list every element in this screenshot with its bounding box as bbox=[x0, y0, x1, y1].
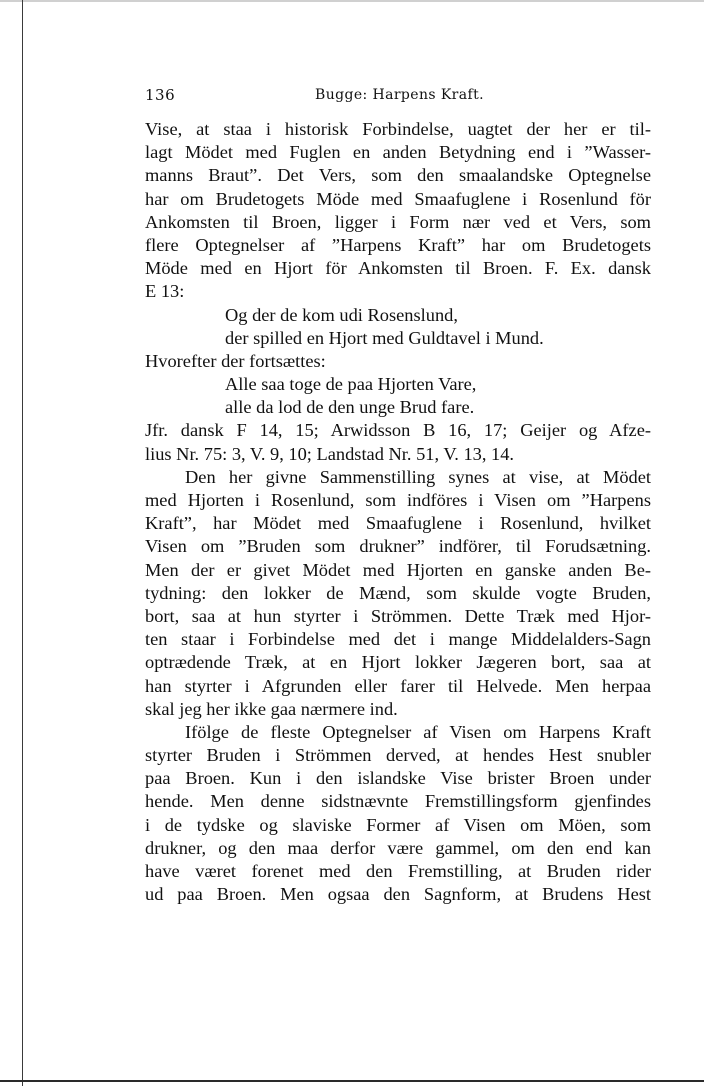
text-line: styrter Bruden i Strömmen derved, at hendes Hest snubler bbox=[145, 745, 651, 766]
text-line: flere Optegnelser af ”Harpens Kraft” har om Brudetogets bbox=[145, 234, 651, 255]
text-line: ten staar i Forbindelse med det i mange Middelalders-Sagn bbox=[145, 629, 651, 650]
text-line: har om Brudetogets Möde med Smaafuglene i Rosenlund för bbox=[145, 188, 651, 209]
text-line: optrædende Træk, at en Hjort lokker Jægeren bort, saa at bbox=[145, 652, 651, 673]
running-title: Bugge: Harpens Kraft. bbox=[315, 87, 484, 103]
text-line: skal jeg her ikke gaa nærmere ind. bbox=[145, 698, 398, 719]
text-line: lagt Mödet med Fuglen en anden Betydning end i ”Wasser- bbox=[145, 142, 651, 163]
page-header bbox=[145, 86, 651, 108]
text-line: have været forenet med den Fremstilling, at Bruden rider bbox=[145, 861, 651, 881]
text-line: Möde med en Hjort för Ankomsten til Broen. F. Ex. dansk bbox=[145, 258, 651, 279]
text-line: i de tydske og slaviske Former af Visen om Möen, som bbox=[145, 814, 651, 835]
text-line: hende. Men denne sidstnævnte Fremstillingsform gjenfindes bbox=[145, 791, 651, 812]
text-line: Visen om ”Bruden som drukner” indförer, til Forudsætning. bbox=[145, 536, 651, 557]
page-number: 136 bbox=[145, 86, 176, 104]
text-line: med Hjorten i Rosenlund, som indföres i Visen om ”Harpens bbox=[145, 490, 651, 510]
text-line: Og der de kom udi Rosenslund, bbox=[225, 304, 458, 325]
text-line: Den her givne Sammenstilling synes at vise, at Mödet bbox=[185, 466, 651, 487]
text-line: der spilled en Hjort med Guldtavel i Mund. bbox=[225, 327, 544, 348]
text-line: han styrter i Afgrunden eller farer til Helvede. Men herpaa bbox=[145, 675, 651, 696]
text-line: Vise, at staa i historisk Forbindelse, uagtet der her er til- bbox=[145, 119, 651, 139]
text-line: alle da lod de den unge Brud fare. bbox=[225, 397, 475, 418]
text-line: tydning: den lokker de Mænd, som skulde vogte Bruden, bbox=[145, 582, 651, 603]
text-line: Alle saa toge de paa Hjorten Vare, bbox=[225, 374, 477, 395]
text-line: paa Broen. Kun i den islandske Vise brister Broen under bbox=[145, 768, 651, 789]
text-line: Jfr. dansk F 14, 15; Arwidsson B 16, 17; Geijer og Afze- bbox=[145, 420, 651, 441]
body-text bbox=[145, 118, 651, 906]
text-line: lius Nr. 75: 3, V. 9, 10; Landstad Nr. 51, V. 13, 14. bbox=[145, 443, 515, 464]
text-line: Ankomsten til Broen, ligger i Form nær ved et Vers, som bbox=[145, 211, 651, 232]
scan-edge-top bbox=[0, 0, 704, 2]
text-line: drukner, og den maa derfor være gammel, om den end kan bbox=[145, 837, 651, 858]
text-line: ud paa Broen. Men ogsaa den Sagnform, at Brudens Hest bbox=[145, 884, 651, 905]
text-line: Ifölge de fleste Optegnelser af Visen om Harpens Kraft bbox=[185, 721, 651, 742]
text-line: Men der er givet Mödet med Hjorten en ganske anden Be- bbox=[145, 559, 651, 580]
text-line: manns Braut”. Det Vers, som den smaalandske Optegnelse bbox=[145, 165, 651, 186]
scan-edge-left bbox=[22, 0, 23, 1086]
text-line: E 13: bbox=[145, 281, 185, 302]
text-line: Kraft”, har Mödet med Smaafuglene i Rosenlund, hvilket bbox=[145, 513, 651, 534]
scan-edge-bottom bbox=[0, 1080, 704, 1082]
text-line: bort, saa at hun styrter i Strömmen. Dette Træk med Hjor- bbox=[145, 605, 651, 626]
text-line: Hvorefter der fortsættes: bbox=[145, 350, 326, 371]
